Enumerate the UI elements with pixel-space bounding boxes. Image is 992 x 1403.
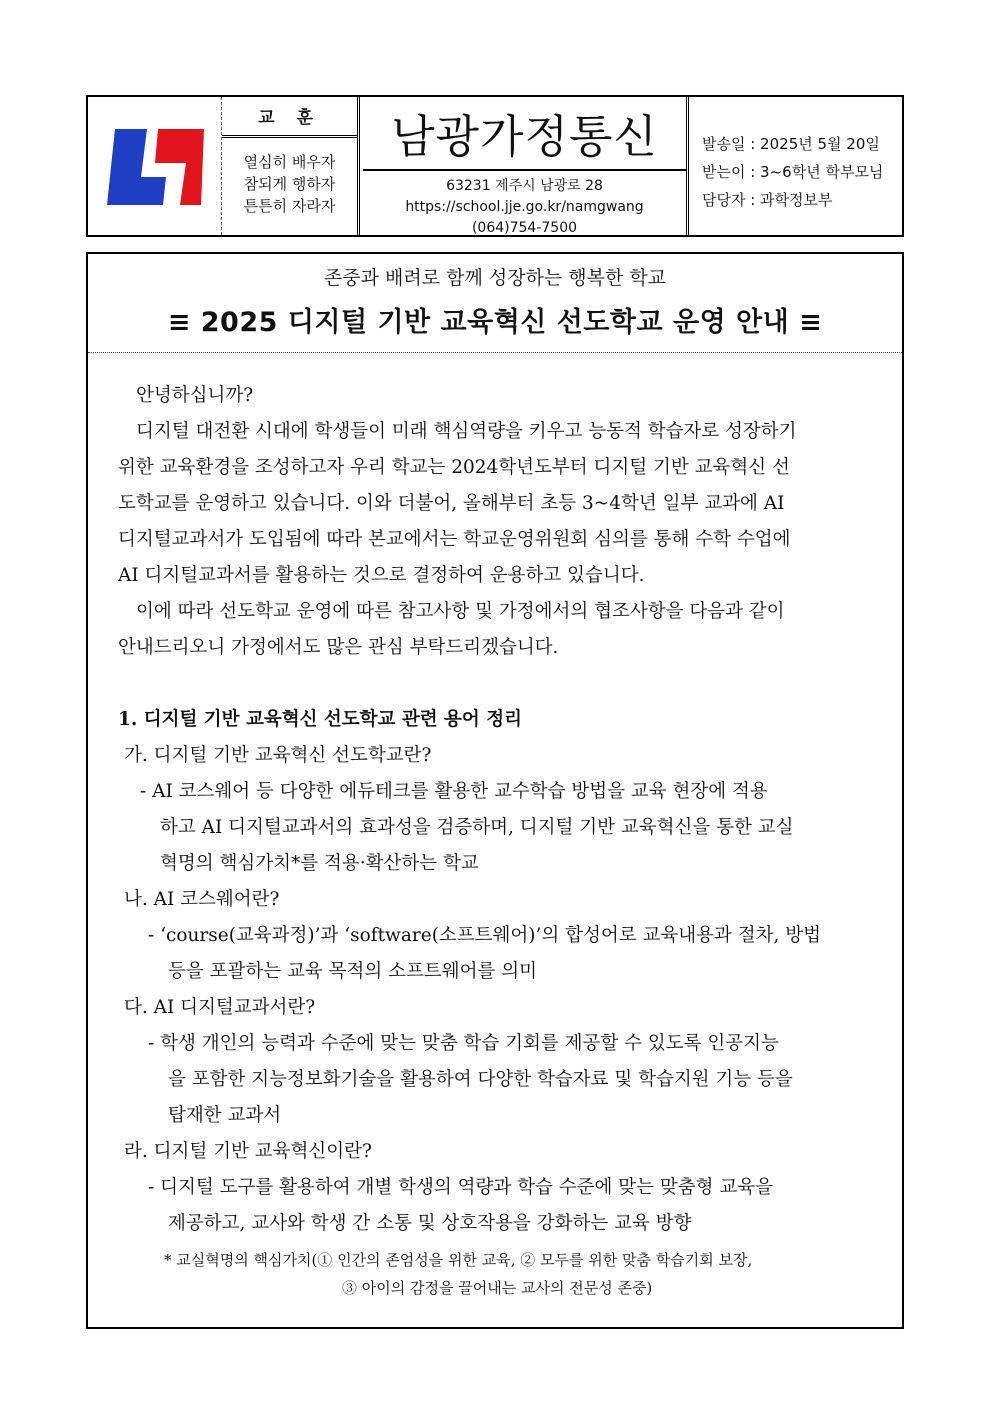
info-cell bbox=[692, 97, 902, 235]
definition-line: - ‘course(교육과정)’과 ‘software(소프트웨어)’의 합성어로 교육내용과 절차, 방법 bbox=[148, 925, 821, 946]
school-website: https://school.jje.go.kr/namgwang bbox=[405, 199, 644, 215]
footnote: ③ 아이의 감정을 끌어내는 교사의 전문성 존중) bbox=[342, 1279, 653, 1297]
subsection-title: 다. AI 디지털교과서란? bbox=[124, 997, 316, 1018]
title-divider bbox=[88, 352, 902, 353]
spacer bbox=[118, 666, 878, 702]
school-phone: (064)754-7500 bbox=[471, 220, 578, 236]
school-slogan: 존중과 배려로 함께 성장하는 행복한 학교 bbox=[323, 267, 667, 289]
send-date: 발송일 : 2025년 5월 20일 bbox=[702, 135, 880, 153]
definition-line: 혁명의 핵심가치*를 적용·확산하는 학교 bbox=[160, 853, 479, 874]
intro-line: 안내드리오니 가정에서도 많은 관심 부탁드리겠습니다. bbox=[118, 637, 559, 658]
logo-cell bbox=[88, 97, 222, 235]
definition-line: 하고 AI 디지털교과서의 효과성을 검증하며, 디지털 기반 교육혁신을 통한 교실 bbox=[160, 817, 794, 838]
document-title: ≡ 2025 디지털 기반 교육혁신 선도학교 운영 안내 ≡ bbox=[167, 307, 823, 338]
school-contact bbox=[363, 176, 686, 239]
intro-line: 이에 따라 선도학교 운영에 따른 참고사항 및 가정에서의 협조사항을 다음과 같이 bbox=[136, 601, 785, 622]
greeting: 안녕하십니까? bbox=[136, 385, 254, 406]
definition-line: 을 포함한 지능정보화기술을 활용하여 다양한 학습자료 및 학습지원 기능 등을 bbox=[168, 1069, 793, 1090]
motto-line: 참되게 행하자 bbox=[243, 175, 336, 193]
publication-title: 남광가정통신 bbox=[363, 105, 686, 171]
subsection-title: 가. 디지털 기반 교육혁신 선도학교란? bbox=[124, 745, 432, 766]
motto-cell bbox=[222, 97, 360, 235]
subsection-title: 라. 디지털 기반 교육혁신이란? bbox=[124, 1141, 372, 1162]
definition-line: 등을 포괄하는 교육 목적의 소프트웨어를 의미 bbox=[168, 961, 537, 982]
motto-title: 교 훈 bbox=[222, 97, 357, 138]
newsletter-header bbox=[86, 95, 904, 237]
intro-line: 도학교를 운영하고 있습니다. 이와 더불어, 올해부터 초등 3~4학년 일부 교과에 AI bbox=[118, 493, 785, 514]
motto-line: 열심히 배우자 bbox=[243, 153, 336, 171]
footnote: * 교실혁명의 핵심가치(① 인간의 존엄성을 위한 교육, ② 모두를 위한 맞춤 학습기회 보장, bbox=[164, 1251, 753, 1269]
intro-line: 디지털교과서가 도입됨에 따라 본교에서는 학교운영위원회 심의를 통해 수학 수업에 bbox=[118, 529, 791, 550]
definition-line: - AI 코스웨어 등 다양한 에듀테크를 활용한 교수학습 방법을 교육 현장에 적용 bbox=[140, 781, 768, 802]
definition-line: - 학생 개인의 능력과 수준에 맞는 맞춤 학습 기회를 제공할 수 있도록 인공지능 bbox=[148, 1033, 779, 1054]
motto-lines bbox=[222, 151, 357, 217]
main-content-box bbox=[86, 252, 904, 1329]
send-info bbox=[702, 130, 883, 214]
motto-line: 튼튼히 자라자 bbox=[243, 197, 336, 215]
section-heading: 1. 디지털 기반 교육혁신 선도학교 관련 용어 정리 bbox=[118, 709, 522, 730]
definition-line: - 디지털 도구를 활용하여 개별 학생의 역량과 학습 수준에 맞는 맞춤형 교육을 bbox=[148, 1177, 773, 1198]
document-body bbox=[118, 378, 878, 1302]
title-cell bbox=[363, 97, 689, 235]
school-logo-icon bbox=[106, 127, 206, 207]
definition-line: 탑재한 교과서 bbox=[168, 1105, 282, 1126]
intro-line: AI 디지털교과서를 활용하는 것으로 결정하여 운용하고 있습니다. bbox=[118, 565, 645, 586]
intro-line: 위한 교육환경을 조성하고자 우리 학교는 2024학년도부터 디지털 기반 교육혁신 선 bbox=[118, 457, 790, 478]
manager: 담당자 : 과학정보부 bbox=[702, 191, 833, 209]
recipient: 받는이 : 3~6학년 학부모님 bbox=[702, 163, 884, 181]
school-address: 63231 제주시 남광로 28 bbox=[446, 178, 603, 194]
intro-line: 디지털 대전환 시대에 학생들이 미래 핵심역량을 키우고 능동적 학습자로 성장하기 bbox=[136, 421, 797, 442]
subsection-title: 나. AI 코스웨어란? bbox=[124, 889, 280, 910]
definition-line: 제공하고, 교사와 학생 간 소통 및 상호작용을 강화하는 교육 방향 bbox=[168, 1213, 692, 1234]
